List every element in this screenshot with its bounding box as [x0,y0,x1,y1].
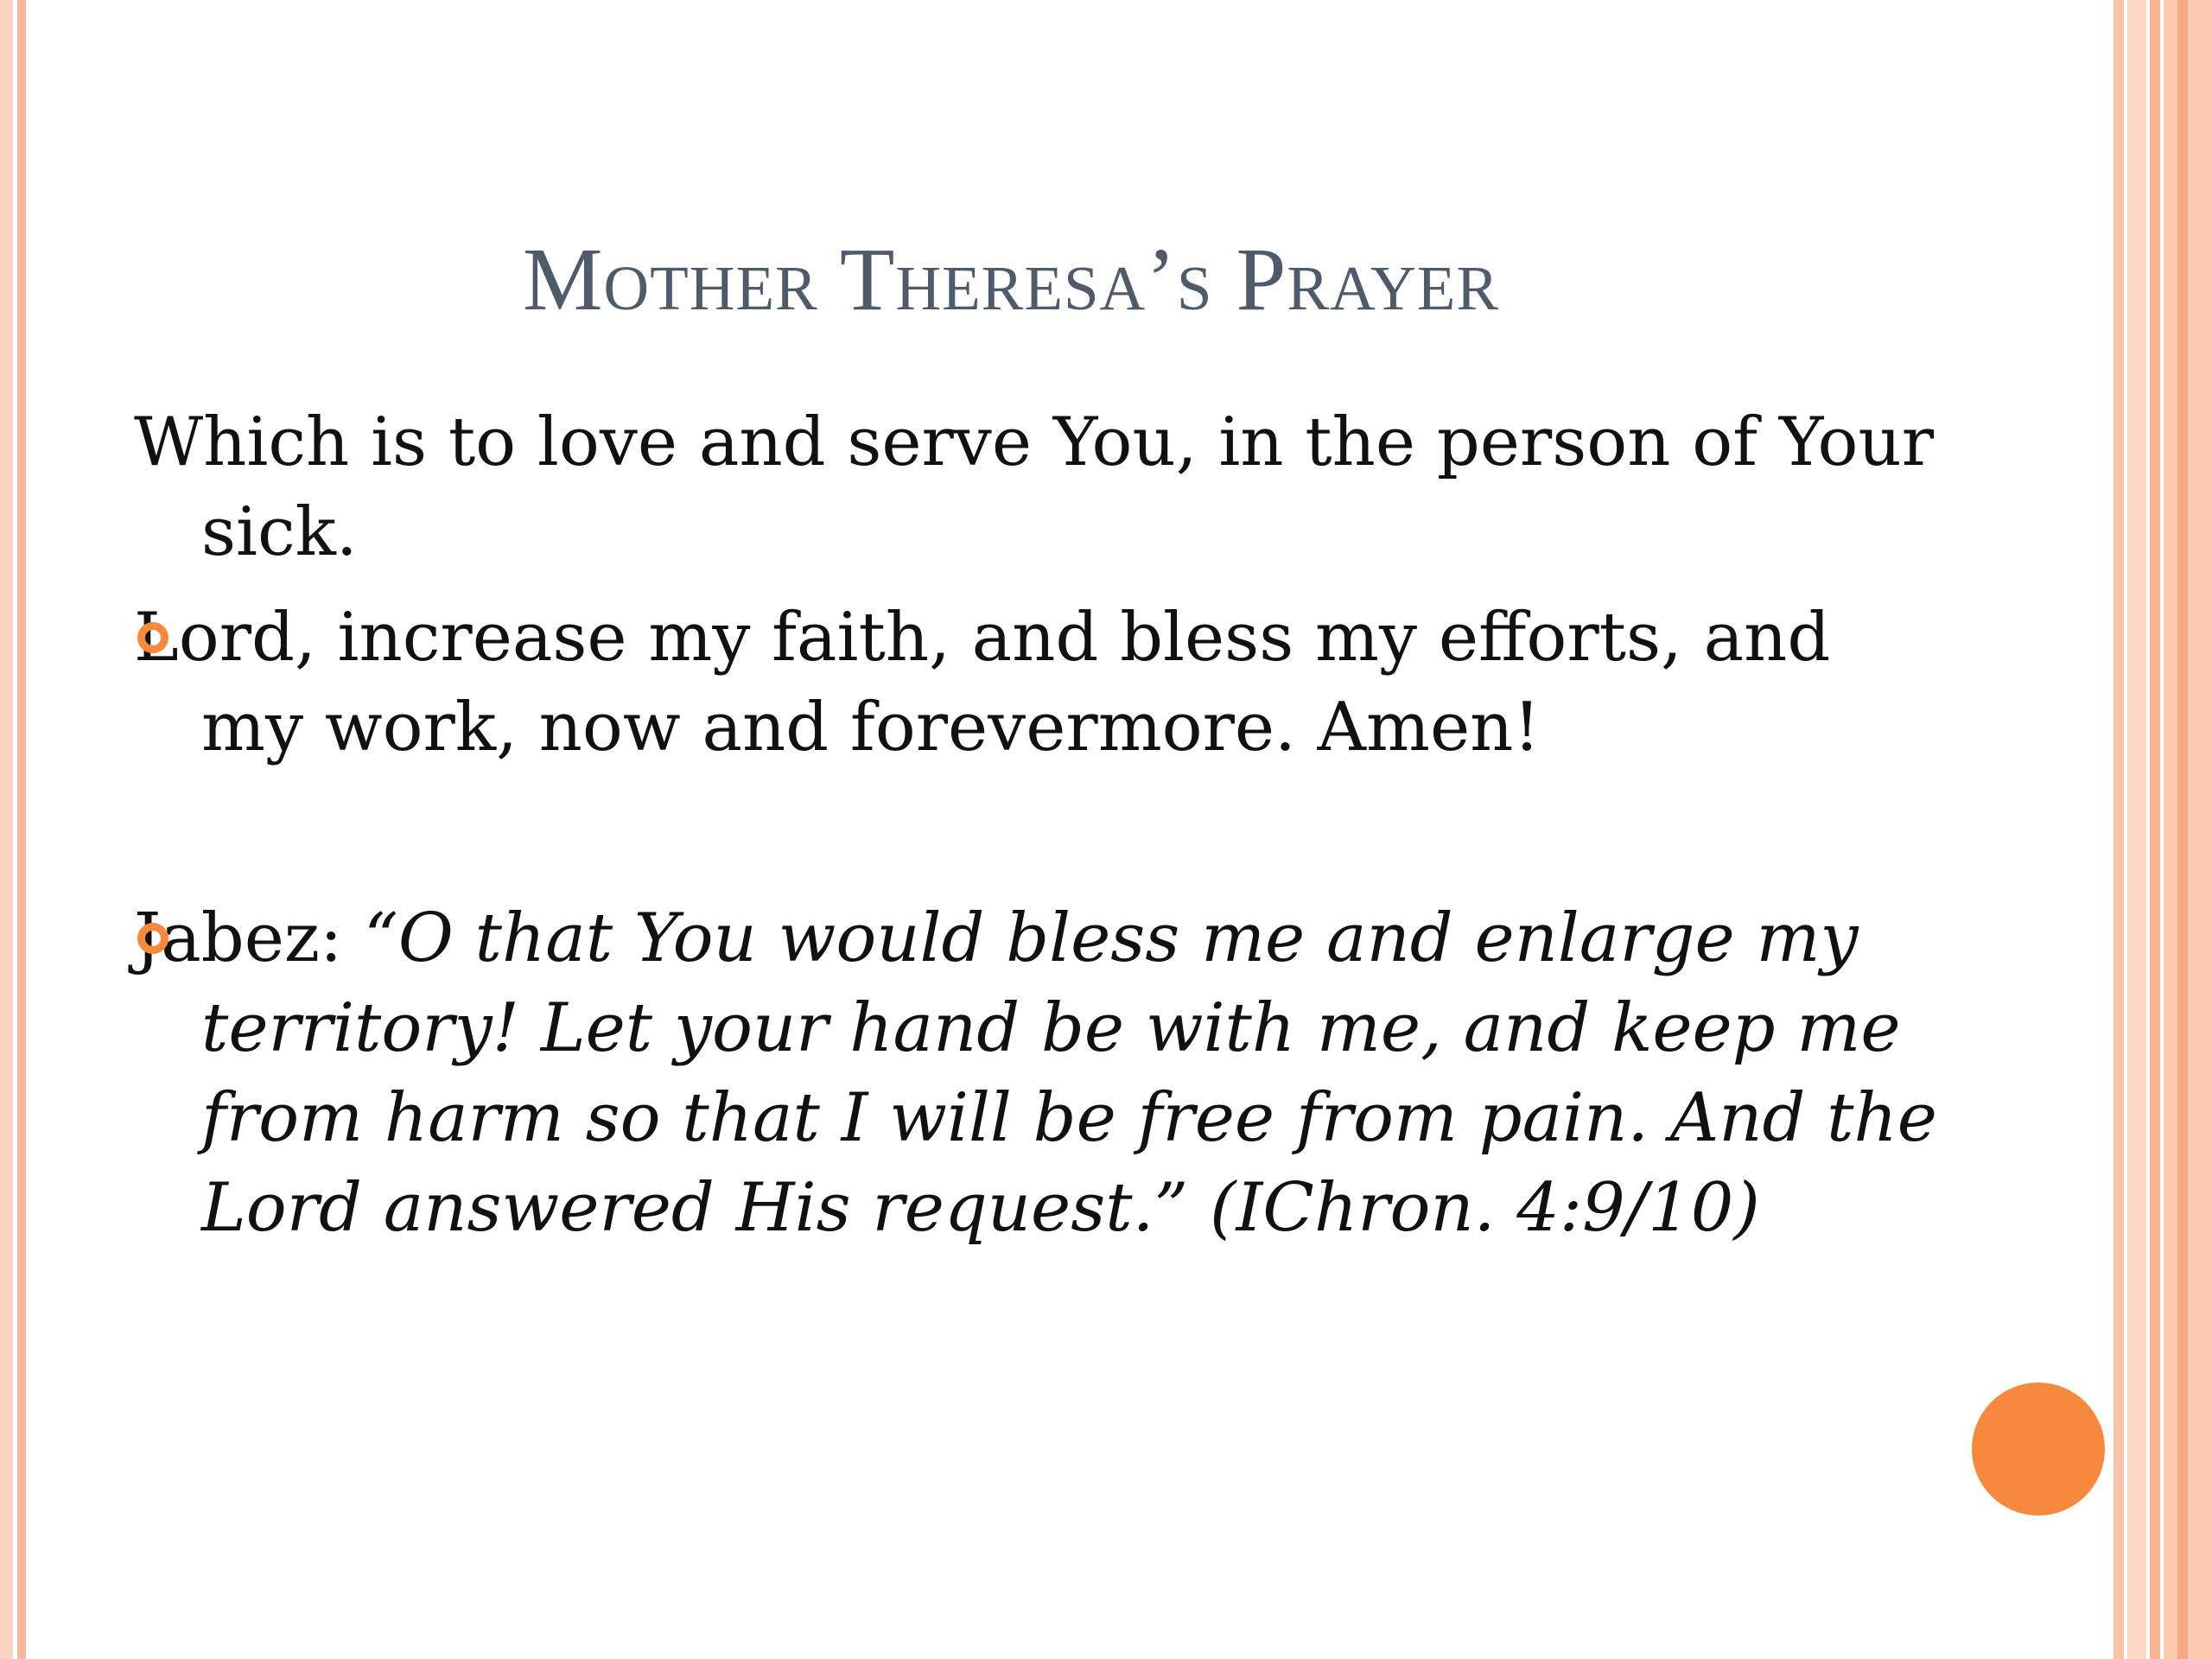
paragraph-intro-text: Which is to love and serve You, in the person of Your sick. [134,404,1935,571]
decorative-orange-circle [1972,1382,2105,1516]
right-border-stripe-5 [2177,0,2188,1659]
bullet-item-jabez-prefix: Jabez: [134,899,365,977]
bullet-ring-icon [137,622,168,653]
bullet-ring-icon [137,923,168,954]
right-border-stripe-2 [2127,0,2146,1659]
slide-title: Mother Theresa’s Prayer [522,230,1500,329]
right-border-stripe-1 [2113,0,2124,1659]
right-border-stripe-4 [2164,0,2212,1659]
bullet-item-lord-text: Lord, increase my faith, and bless my efforts, and my work, now and forevermore. Amen! [134,599,1831,766]
paragraph-intro [134,397,1948,577]
bullet-item-jabez [134,893,1948,1253]
bullet-item-jabez-quote: “O that You would bless me and enlarge my territory! Let your hand be with me, and keep me from harm so that I will be free from pain. And the Lord answered His request.” (IChron. 4:9/10) [201,899,1937,1247]
slide-body [134,397,1948,1253]
right-border-stripe-3 [2150,0,2160,1659]
bullet-item-lord [134,593,1948,772]
